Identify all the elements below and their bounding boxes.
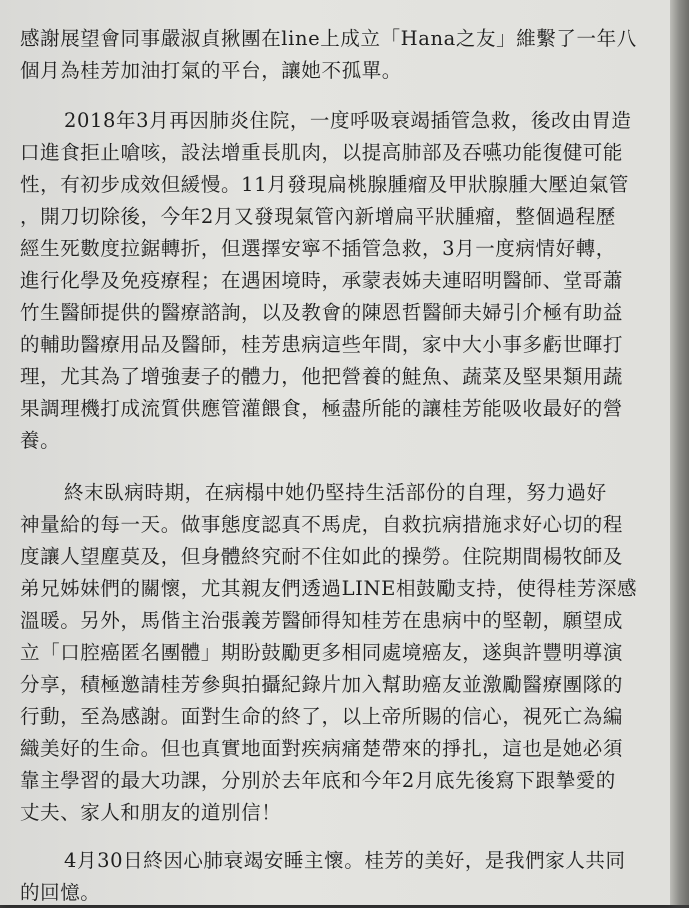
paragraph-2-line-8: 的輔助醫療用品及醫師，桂芳患病這些年間，家中大小事多虧世暉打 (20, 333, 624, 356)
paragraph-2-line-5: 經生死數度拉鋸轉折，但選擇安寧不插管急救，3月一度病情好轉， (20, 237, 616, 260)
paragraph-1-line-1: 感謝展望會同事嚴淑貞揪團在line上成立「Hana之友」維繫了一年八 (20, 27, 637, 50)
paragraph-2-line-3: 性，有初步成效但緩慢。11月發現扁桃腺腫瘤及甲狀腺腫大壓迫氣管 (20, 173, 629, 196)
paragraph-3-line-7: 分享，積極邀請桂芳參與拍攝紀錄片加入幫助癌友並激勵醫療團隊的 (20, 673, 624, 696)
paragraph-3-line-3: 度讓人望塵莫及，但身體終究耐不住如此的操勞。住院期間楊牧師及 (20, 545, 624, 568)
paragraph-2-line-10: 果調理機打成流質供應管灌餵食，極盡所能的讓桂芳能吸收最好的營 (20, 397, 624, 420)
paragraph-2-line-6: 進行化學及免疫療程；在遇困境時，承蒙表姊夫連昭明醫師、堂哥蕭 (20, 269, 624, 292)
paragraph-3-line-6: 立「口腔癌匿名團體」期盼鼓勵更多相同處境癌友，遂與許豐明導演 (20, 641, 624, 664)
paragraph-3-line-5: 溫暖。另外，馬偕主治張義芳醫師得知桂芳在患病中的堅韌，願望成 (20, 609, 624, 632)
paragraph-3-line-11: 丈夫、家人和朋友的道別信！ (20, 801, 282, 824)
paragraph-2-line-7: 竹生醫師提供的醫療諮詢，以及教會的陳恩哲醫師夫婦引介極有助益 (20, 301, 624, 324)
paragraph-3-line-4: 弟兄姊妹們的關懷，尤其親友們透過LINE相鼓勵支持，使得桂芳深感 (20, 577, 638, 600)
paragraph-3-line-10: 靠主學習的最大功課，分別於去年底和今年2月底先後寫下跟摯愛的 (20, 769, 616, 792)
paragraph-1-line-2: 個月為桂芳加油打氣的平台，讓她不孤單。 (20, 59, 402, 82)
paragraph-2-line-1: 2018年3月再因肺炎住院，一度呼吸衰竭插管急救，後改由胃造 (64, 109, 632, 132)
paragraph-3-line-2: 神量給的每一天。做事態度認真不馬虎，自救抗病措施求好心切的程 (20, 513, 624, 536)
paragraph-2-line-11: 養。 (20, 429, 61, 452)
paragraph-4-line-1: 4月30日終因心肺衰竭安睡主懷。桂芳的美好，是我們家人共同 (64, 849, 626, 872)
paragraph-2-line-2: 口進食拒止嗆咳，設法增重長肌肉，以提高肺部及吞嚥功能復健可能 (20, 141, 624, 164)
paragraph-3-line-1: 終末臥病時期，在病榻中她仍堅持生活部份的自理，努力過好 (64, 481, 607, 504)
paragraph-2-line-9: 理，尤其為了增強妻子的體力，他把營養的鮭魚、蔬菜及堅果類用蔬 (20, 365, 624, 388)
paragraph-3-line-9: 織美好的生命。但也真實地面對疾病痛楚帶來的掙扎，這也是她必須 (20, 737, 624, 760)
paragraph-4-line-2: 的回憶。 (20, 881, 101, 904)
paragraph-3-line-8: 行動，至為感謝。面對生命的終了，以上帝所賜的信心，視死亡為編 (20, 705, 624, 728)
paragraph-2-line-4: ，開刀切除後，今年2月又發現氣管內新增扁平狀腫瘤，整個過程歷 (20, 205, 616, 228)
page-edge-shadow (670, 0, 689, 905)
